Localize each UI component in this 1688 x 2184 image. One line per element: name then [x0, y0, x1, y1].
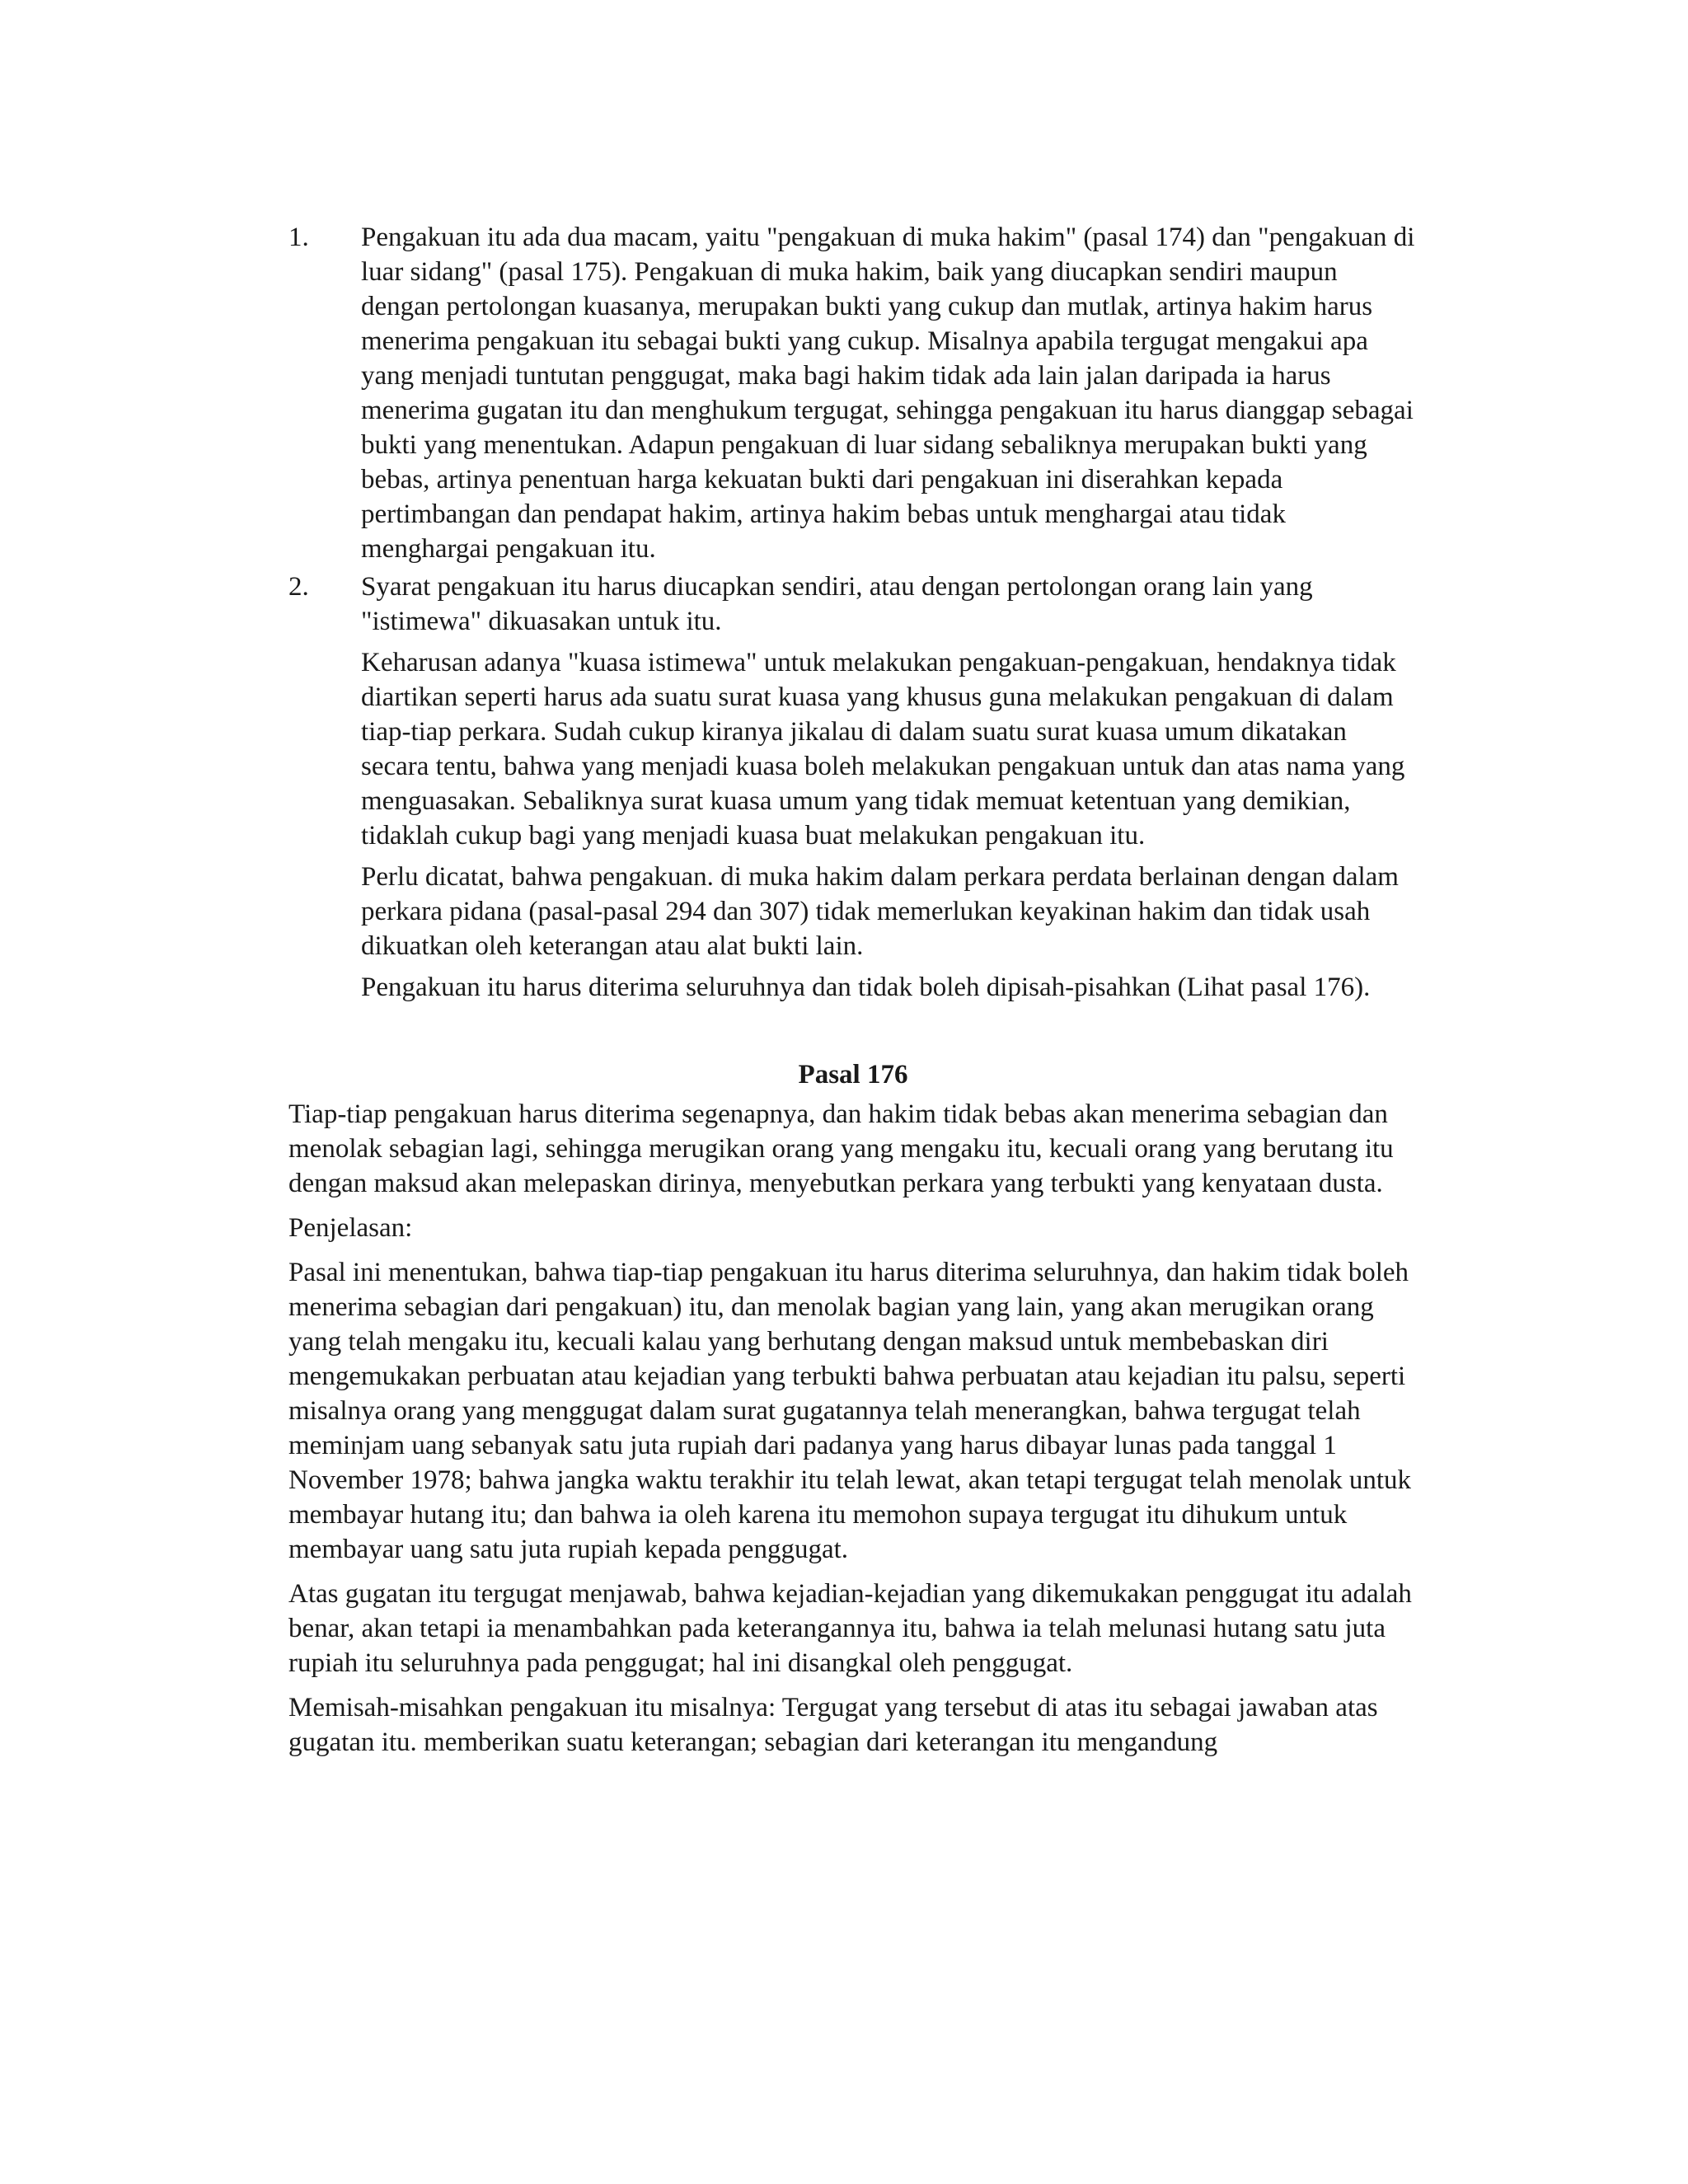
list-paragraph: Keharusan adanya "kuasa istimewa" untuk melakukan pengakuan-pengakuan, hendaknya tidak diartikan seperti harus ada suatu surat kuasa yang khusus guna melakukan pengakuan di dalam tiap-tiap perkara. Sudah cukup kiranya jikalau di dalam suatu surat kuasa umum dikatakan secara tentu, bahwa yang menjadi kuasa boleh melakukan pengakuan untuk dan atas nama yang menguasakan. Sebaliknya surat kuasa umum yang tidak memuat ketentuan yang demikian, tidaklah cukup bagi yang menjadi kuasa buat melakukan pengakuan itu. — [361, 648, 1405, 851]
list-paragraph: Perlu dicatat, bahwa pengakuan. di muka hakim dalam perkara perdata berlainan dengan dalam perkara pidana (pasal-pasal 294 dan 307) tidak memerlukan keyakinan hakim dan tidak usah dikuatkan oleh keterangan atau alat bukti lain. — [361, 862, 1399, 961]
list-number: 2. — [288, 572, 309, 602]
list-paragraph: Syarat pengakuan itu harus diucapkan sendiri, atau dengan pertolongan orang lain yang "istimewa" dikuasakan untuk itu. — [361, 572, 1313, 636]
body-paragraph: Atas gugatan itu tergugat menjawab, bahwa kejadian-kejadian yang dikemukakan penggugat itu adalah benar, akan tetapi ia menambahkan pada keterangannya itu, bahwa ia telah melunasi hutang satu juta rupiah itu seluruhnya pada penggugat; hal ini disangkal oleh penggugat. — [288, 1579, 1412, 1678]
body-paragraph: Memisah-misahkan pengakuan itu misalnya: Tergugat yang tersebut di atas itu sebagai jawaban atas gugatan itu. memberikan suatu keterangan; sebagian dari keterangan itu mengandung — [288, 1693, 1378, 1757]
document-page — [288, 220, 1418, 1769]
body-paragraph: Tiap-tiap pengakuan harus diterima segenapnya, dan hakim tidak bebas akan menerima sebagian dan menolak sebagian lagi, sehingga merugikan orang yang mengaku itu, kecuali orang yang berutang itu dengan maksud akan melepaskan dirinya, menyebutkan perkara yang terbukti yang kenyataan dusta. — [288, 1099, 1394, 1198]
list-number: 1. — [288, 223, 309, 252]
body-paragraph: Pasal ini menentukan, bahwa tiap-tiap pengakuan itu harus diterima seluruhnya, dan hakim tidak boleh menerima sebagian dari pengakuan) itu, dan menolak bagian yang lain, yang akan merugikan orang yang telah mengaku itu, kecuali kalau yang berhutang dengan maksud untuk membebaskan diri mengemukakan perbuatan atau kejadian yang terbukti bahwa perbuatan atau kejadian itu palsu, seperti misalnya orang yang menggugat dalam surat gugatannya telah menerangkan, bahwa tergugat telah meminjam uang sebanyak satu juta rupiah dari padanya yang harus dibayar lunas pada tanggal 1 November 1978; bahwa jangka waktu terakhir itu telah lewat, akan tetapi tergugat telah menolak untuk membayar hutang itu; dan bahwa ia oleh karena itu memohon supaya tergugat itu dihukum untuk membayar uang satu juta rupiah kepada penggugat. — [288, 1258, 1412, 1564]
list-item — [288, 220, 1418, 566]
penjelasan-label: Penjelasan: — [288, 1213, 413, 1243]
list-item — [288, 569, 1418, 1005]
list-paragraph: Pengakuan itu harus diterima seluruhnya dan tidak boleh dipisah-pisahkan (Lihat pasal 176). — [361, 972, 1371, 1002]
list-paragraph: Pengakuan itu ada dua macam, yaitu "pengakuan di muka hakim" (pasal 174) dan "pengakuan di luar sidang" (pasal 175). Pengakuan di muka hakim, baik yang diucapkan sendiri maupun dengan pertolongan kuasanya, merupakan bukti yang cukup dan mutlak, artinya hakim harus menerima pengakuan itu sebagai bukti yang cukup. Misalnya apabila tergugat mengakui apa yang menjadi tuntutan penggugat, maka bagi hakim tidak ada lain jalan daripada ia harus menerima gugatan itu dan menghukum tergugat, sehingga pengakuan itu harus dianggap sebagai bukti yang menentukan. Adapun pengakuan di luar sidang sebaliknya merupakan bukti yang bebas, artinya penentuan harga kekuatan bukti dari pengakuan ini diserahkan kepada pertimbangan dan pendapat hakim, artinya hakim bebas untuk menghargai atau tidak menghargai pengakuan itu. — [361, 223, 1415, 564]
section-heading: Pasal 176 — [798, 1060, 908, 1090]
